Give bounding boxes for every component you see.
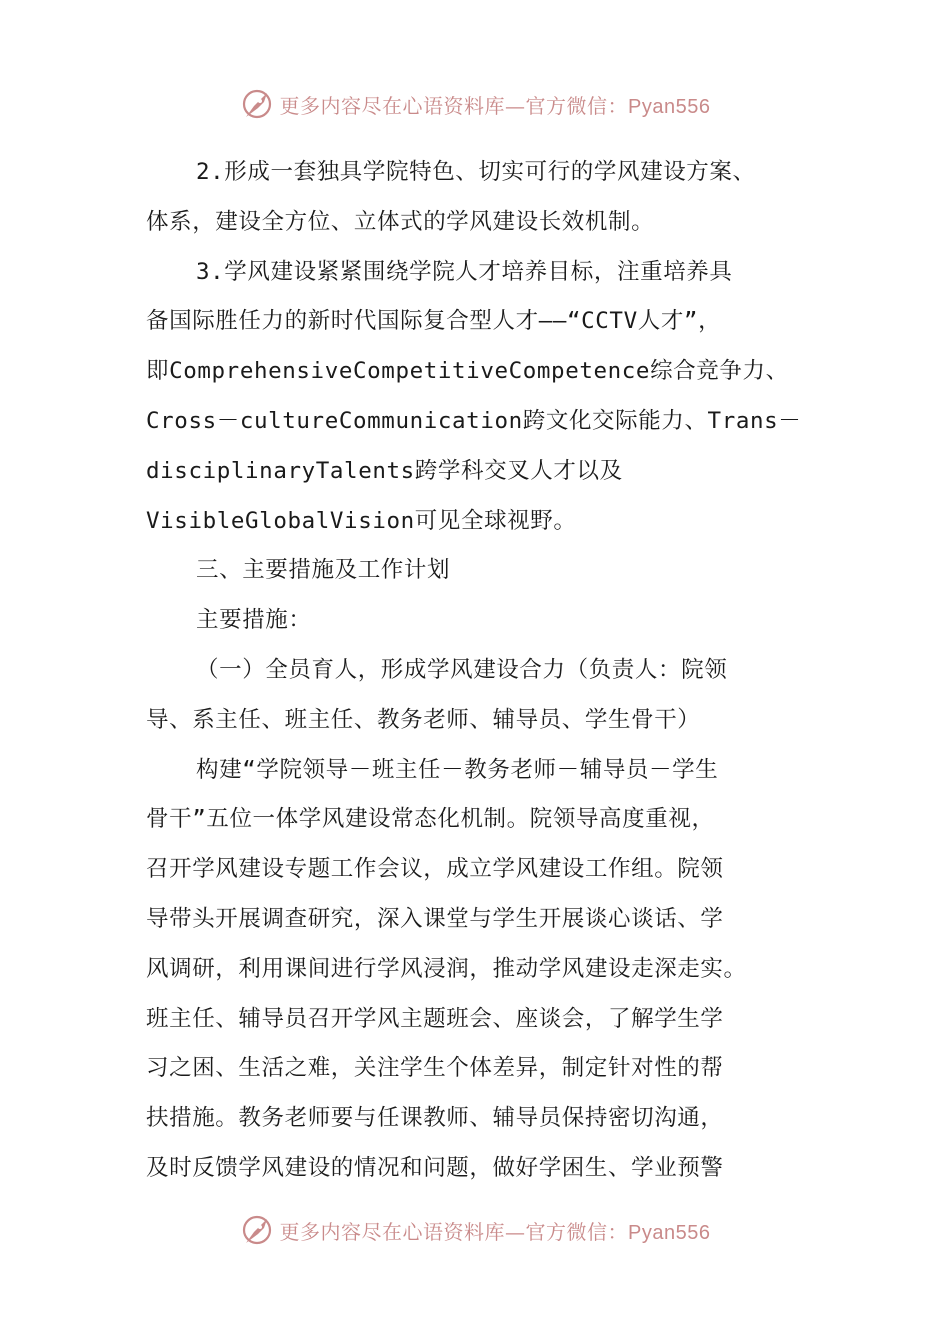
text-line: disciplinaryTalents跨学科交叉人才以及 (146, 457, 623, 484)
watermark-text: 更多内容尽在心语资料库—官方微信：Pyan556 (279, 1219, 711, 1244)
text-line: 3.学风建设紧紧围绕学院人才培养目标，注重培养具 (196, 258, 733, 285)
text-line: 习之困、生活之难，关注学生个体差异，制定针对性的帮 (146, 1055, 724, 1082)
text-line: 班主任、辅导员召开学风主题班会、座谈会，了解学生学 (146, 1005, 724, 1032)
document-body (146, 148, 806, 1194)
pen-nib-circle-icon (240, 87, 274, 121)
text-line: 2.形成一套独具学院特色、切实可行的学风建设方案、 (196, 159, 756, 185)
watermark-header (0, 84, 950, 124)
text-line: 风调研，利用课间进行学风浸润，推动学风建设走深走实。 (146, 955, 747, 982)
watermark-footer (0, 1210, 950, 1250)
text-line: 导、系主任、班主任、教务老师、辅导员、学生骨干） (146, 706, 701, 733)
text-line: 主要措施： (196, 607, 312, 634)
text-line: 三、主要措施及工作计划 (196, 557, 451, 584)
watermark-text: 更多内容尽在心语资料库—官方微信：Pyan556 (279, 93, 711, 118)
pen-nib-circle-icon (240, 1213, 274, 1247)
text-line: 骨干”五位一体学风建设常态化机制。院领导高度重视， (146, 806, 715, 833)
text-line: 构建“学院领导－班主任－教务老师－辅导员－学生 (196, 756, 719, 783)
text-line: 及时反馈学风建设的情况和问题，做好学困生、学业预警 (146, 1154, 724, 1181)
text-line: 备国际胜任力的新时代国际复合型人才——“CCTV人才”， (146, 308, 722, 335)
text-line: 召开学风建设专题工作会议，成立学风建设工作组。院领 (146, 856, 724, 883)
text-line: 体系，建设全方位、立体式的学风建设长效机制。 (146, 208, 655, 235)
text-line: VisibleGlobalVision可见全球视野。 (146, 507, 577, 534)
text-line: （一）全员育人，形成学风建设合力（负责人：院领 (196, 656, 728, 683)
text-line: 即ComprehensiveCompetitiveCompetence综合竞争力、 (146, 358, 789, 385)
text-line: 导带头开展调查研究，深入课堂与学生开展谈心谈话、学 (146, 905, 724, 932)
text-line: Cross－cultureCommunication跨文化交际能力、Trans－ (146, 407, 802, 434)
text-line: 扶措施。教务老师要与任课教师、辅导员保持密切沟通， (146, 1105, 724, 1132)
